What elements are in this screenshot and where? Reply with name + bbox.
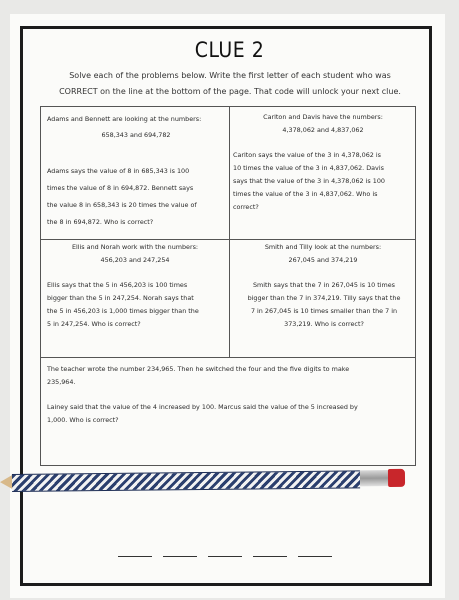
problem-3-line: bigger than the 5 in 247,254. Norah says that	[47, 294, 194, 302]
pencil-body	[12, 470, 360, 492]
answer-code-blanks	[118, 556, 332, 557]
grid-vertical-divider	[229, 107, 230, 357]
problem-2-line: Carlton says the value of the 3 in 4,378,062 is	[233, 151, 381, 159]
problem-1-line: Adams says the value of 8 in 685,343 is 100	[47, 167, 190, 175]
problem-2-line: times the value of the 3 in 4,837,062. Who is	[233, 190, 378, 198]
answer-blank[interactable]	[253, 556, 287, 557]
problem-4-line: 373,219. Who is correct?	[284, 320, 364, 328]
problem-3-header	[45, 241, 225, 267]
problem-4-line: Smith says that the 7 in 267,045 is 10 times	[252, 281, 396, 289]
answer-blank[interactable]	[163, 556, 197, 557]
problem-4-line: 7 in 267,045 is 10 times smaller than the 7 in	[250, 307, 398, 315]
problem-1-body	[47, 163, 225, 231]
problem-1-line: times the value of 8 in 694,872. Bennett says	[47, 184, 194, 192]
problem-4-numbers: 267,045 and 374,219	[288, 256, 358, 264]
answer-blank[interactable]	[118, 556, 152, 557]
instructions-line-1: Solve each of the problems below. Write the first letter of each student who was	[69, 71, 391, 80]
grid-divider-row-2	[41, 357, 415, 358]
problem-1-numbers: 658,343 and 694,782	[101, 131, 171, 139]
problem-2-line: 10 times the value of the 3 in 4,837,062. Davis	[233, 164, 384, 172]
problem-3-intro: Ellis and Norah work with the numbers:	[71, 243, 199, 251]
pencil	[0, 467, 405, 491]
problem-2-intro: Carlton and Davis have the numbers:	[263, 113, 383, 121]
problem-4-header	[234, 241, 412, 267]
problem-1-line: the 8 in 694,872. Who is correct?	[47, 218, 154, 226]
problem-3-line: Ellis says that the 5 in 456,203 is 100 times	[47, 281, 188, 289]
pencil-ferrule	[360, 470, 388, 486]
final-problem	[47, 363, 413, 427]
page-title: CLUE 2	[194, 38, 265, 62]
problem-3-body	[47, 279, 227, 331]
problem-2-line: says that the value of the 3 in 4,378,062 is 100	[233, 177, 385, 185]
problem-1-header	[47, 113, 225, 142]
problems-grid	[40, 106, 416, 466]
pencil-eraser	[388, 469, 405, 487]
problem-2-body	[233, 149, 413, 214]
final-problem-line: 235,964.	[47, 378, 76, 386]
problem-2-numbers: 4,378,062 and 4,837,062	[282, 126, 364, 134]
final-problem-line: The teacher wrote the number 234,965. Then he switched the four and the five digits to make	[47, 365, 350, 373]
problem-2-line: correct?	[233, 203, 259, 211]
answer-blank[interactable]	[208, 556, 242, 557]
problem-4-line: bigger than the 7 in 374,219. Tilly says that the	[247, 294, 401, 302]
instructions-line-2: CORRECT on the line at the bottom of the page. That code will unlock your next clue.	[59, 87, 401, 96]
problem-1-line: the value 8 in 658,343 is 20 times the value of	[47, 201, 197, 209]
problem-3-numbers: 456,203 and 247,254	[100, 256, 170, 264]
final-problem-line: Lainey said that the value of the 4 increased by 100. Marcus said the value of the 5 increased by	[47, 403, 358, 411]
problem-4-intro: Smith and Tilly look at the numbers:	[264, 243, 382, 251]
final-problem-line: 1,000. Who is correct?	[47, 416, 119, 424]
problem-3-line: 5 in 247,254. Who is correct?	[47, 320, 141, 328]
problem-1-intro: Adams and Bennett are looking at the numbers:	[47, 115, 202, 123]
problem-2-header	[234, 111, 412, 137]
answer-blank[interactable]	[298, 556, 332, 557]
problem-3-line: the 5 in 456,203 is 1,000 times bigger than the	[47, 307, 199, 315]
problem-4-body	[233, 279, 415, 331]
instructions	[44, 68, 416, 100]
grid-divider-row-1	[41, 239, 415, 240]
